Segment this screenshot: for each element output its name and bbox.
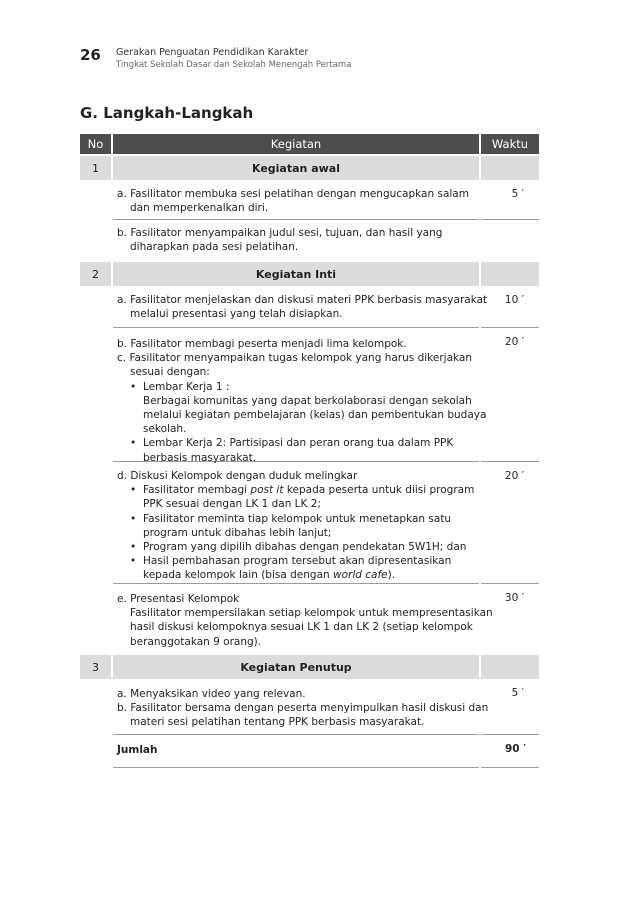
bullet: •	[130, 437, 137, 450]
step-text-italic: world cafe	[333, 569, 388, 582]
duration: 10 ′	[504, 294, 524, 306]
step-text: program untuk dibahas lebih lanjut;	[143, 526, 332, 539]
bullet-item	[117, 483, 477, 497]
section-waktu-empty	[481, 655, 539, 679]
step-text: hasil diskusi kelompoknya sesuai LK 1 dan LK 2 (setiap kelompok	[130, 621, 473, 634]
bullet-item	[117, 540, 477, 554]
section-row-1	[80, 156, 539, 180]
step-text: Fasilitator meminta tiap kelompok untuk menetapkan satu	[143, 512, 452, 525]
book-title: Gerakan Penguatan Pendidikan Karakter	[116, 47, 309, 58]
duration: 20 ′	[504, 470, 524, 482]
table-header-row	[80, 134, 539, 154]
total-row	[80, 735, 539, 768]
step-text: e. Presentasi Kelompok	[117, 593, 240, 605]
bullet: •	[130, 512, 137, 525]
step-text: a. Fasilitator membuka sesi pelatihan dengan mengucapkan salam	[117, 188, 469, 200]
bullet-item	[117, 380, 477, 394]
section-title: G. Langkah-Langkah	[80, 104, 254, 122]
step-text: beranggotakan 9 orang).	[130, 635, 262, 648]
total-value: 90 ′	[504, 743, 526, 755]
total-label: Jumlah	[117, 744, 158, 756]
table-row	[80, 679, 539, 735]
step-text: sesuai dengan:	[130, 366, 210, 379]
section-number: 2	[80, 262, 111, 286]
bullet: •	[130, 380, 137, 393]
step-text: PPK sesuai dengan LK 1 dan LK 2;	[143, 498, 321, 511]
step-text: Program yang dipilih dibahas dengan pendekatan 5W1H; dan	[143, 541, 467, 554]
step-text: melalui presentasi yang telah disiapkan.	[130, 308, 343, 321]
step-text: berbasis masyarakat.	[143, 451, 257, 464]
header-kegiatan: Kegiatan	[113, 134, 479, 154]
table-row	[80, 180, 539, 220]
page-number: 26	[80, 46, 101, 64]
table-row	[80, 462, 539, 584]
bullet-item	[117, 554, 477, 568]
step-text: b. Fasilitator membagi peserta menjadi lima kelompok.	[117, 338, 407, 350]
header-waktu: Waktu	[481, 134, 539, 154]
section-number: 1	[80, 156, 111, 180]
section-title-cell: Kegiatan awal	[113, 156, 479, 180]
steps-table	[80, 134, 539, 768]
table-row	[80, 328, 539, 462]
step-text: b. Fasilitator menyampaikan judul sesi, tujuan, dan hasil yang	[117, 227, 443, 239]
table-row	[80, 220, 539, 260]
bullet: •	[130, 555, 137, 568]
step-text: melalui kegiatan pembelajaran (kelas) dan pembentukan budaya	[143, 409, 487, 422]
section-waktu-empty	[481, 156, 539, 180]
duration: 20 ′	[504, 336, 524, 348]
step-text: ).	[387, 569, 396, 582]
step-text: a. Fasilitator menjelaskan dan diskusi materi PPK berbasis masyarakat	[117, 294, 488, 306]
running-header	[116, 46, 351, 72]
bullet: •	[130, 484, 137, 497]
step-text: Lembar Kerja 1 :	[143, 380, 230, 393]
step-text: dan memperkenalkan diri.	[130, 202, 269, 215]
book-subtitle: Tingkat Sekolah Dasar dan Sekolah Menengah Pertama	[116, 60, 352, 70]
table-row	[80, 584, 539, 653]
step-text: sekolah.	[143, 423, 187, 436]
bullet-item	[117, 436, 477, 450]
step-text: Lembar Kerja 2: Partisipasi dan peran orang tua dalam PPK	[143, 437, 454, 450]
step-text: kepada kelompok lain (bisa dengan	[143, 569, 333, 582]
step-text: Hasil pembahasan program tersebut akan dipresentasikan	[143, 555, 452, 568]
header-no: No	[80, 134, 111, 154]
section-title-cell: Kegiatan Inti	[113, 262, 479, 286]
section-number: 3	[80, 655, 111, 679]
step-text: materi sesi pelatihan tentang PPK berbasis masyarakat.	[130, 716, 425, 729]
section-title-cell: Kegiatan Penutup	[113, 655, 479, 679]
step-text: d. Diskusi Kelompok dengan duduk melingkar	[117, 470, 358, 482]
step-text: a. Menyaksikan video yang relevan.	[117, 688, 306, 700]
step-text: diharapkan pada sesi pelatihan.	[130, 241, 299, 254]
duration: 5 ′	[511, 687, 524, 699]
section-waktu-empty	[481, 262, 539, 286]
bullet-item	[117, 512, 477, 526]
table-row	[80, 286, 539, 328]
bullet: •	[130, 541, 137, 554]
section-row-3	[80, 655, 539, 679]
step-text: Fasilitator membagi	[143, 484, 251, 497]
step-text: Berbagai komunitas yang dapat berkolaborasi dengan sekolah	[143, 394, 472, 407]
step-text: kepada peserta untuk diisi program	[283, 484, 475, 497]
step-text: Fasilitator mempersilakan setiap kelompok untuk mempresentasikan	[130, 607, 493, 620]
duration: 30 ′	[504, 592, 524, 604]
step-text: b. Fasilitator bersama dengan peserta menyimpulkan hasil diskusi dan	[117, 702, 489, 715]
step-text: c. Fasilitator menyampaikan tugas kelompok yang harus dikerjakan	[117, 352, 472, 365]
section-row-2	[80, 262, 539, 286]
step-text-italic: post it	[250, 484, 284, 497]
duration: 5 ′	[511, 188, 524, 200]
